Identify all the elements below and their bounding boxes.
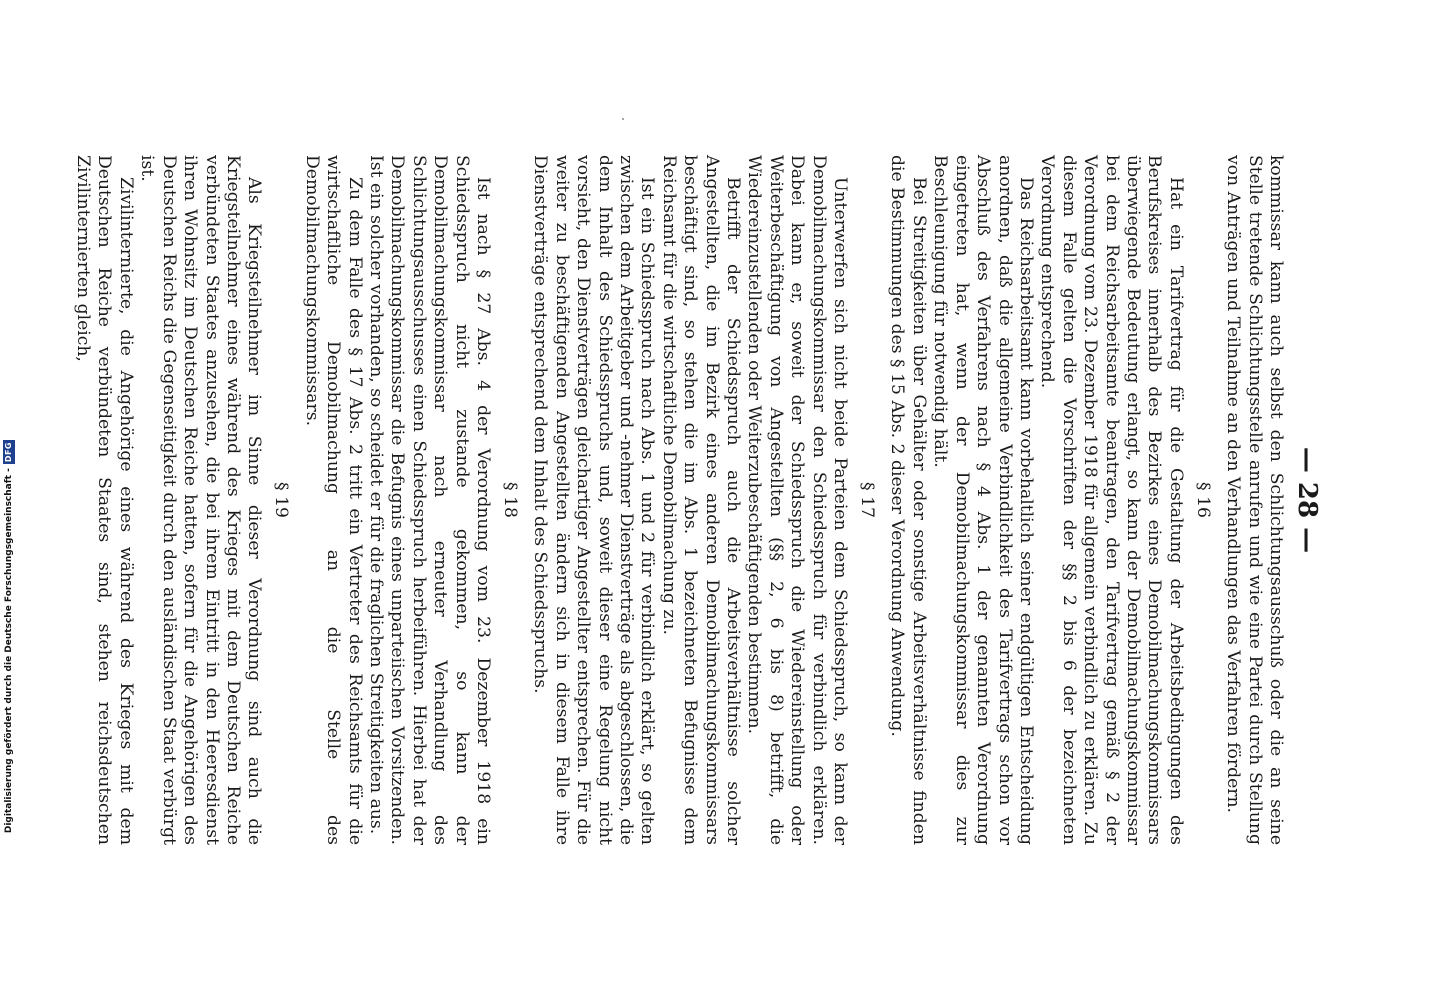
body-paragraph: Das Reichsarbeitsamt kann vorbehaltlich seiner endgültigen Entscheidung anordnen, daß die allgemeine Verbindlichkeit des Tarifvertrags schon vor Abschluß des Verfahrens nach § 4 Abs. 1 der genannten Verordnung eingetreten hat, wenn der Demobilmachungskommissar dies zur Beschleunigung für notwendig hält. — [930, 155, 1036, 845]
body-paragraph: Ist nach § 27 Abs. 4 der Verordnung vom 23. Dezember 1918 ein Schiedsspruch nicht zustande gekommen, so kann der Demobilmachungskommissar nach erneuter Verhandlung des Schlichtungsausschusses einen Schiedsspruch herbeiführen. Hierbei hat der Demobilmachungskommissar die Befugnis eines unparteiischen Vorsitzenden. Ist ein solcher vorhanden, so scheidet er für die fraglichen Streitigkeiten aus. — [365, 155, 493, 845]
page-body-text — [73, 155, 1286, 845]
body-paragraph: Zivilinternierte, die Angehörige eines während des Krieges mit dem Deutschen Reiche verbündeten Staates sind, stehen reichsdeutschen Zivilinternierten gleich, — [73, 155, 136, 845]
section-heading: § 17 — [857, 482, 878, 518]
digitization-credit-text: Digitalisierung gefördert durch die Deutsche Forschungsgemeinschaft - — [4, 468, 14, 834]
section-heading: § 18 — [500, 482, 520, 518]
section-heading: § 19 — [271, 482, 292, 518]
body-paragraph: kommissar kann auch selbst den Schlichtungsausschuß oder die an seine Stelle tretende Schlichtungsstelle anrufen und wie eine Partei durch Stellung von Anträgen und Teilnahme an den Verhandlungen das Verfahren fördern. — [1223, 155, 1286, 845]
dfg-logo: DFG — [4, 442, 13, 463]
body-paragraph: Zu dem Falle des § 17 Abs. 2 tritt ein Vertreter des Reichsamts für die wirtschaftliche Demobilmachung an die Stelle des Demobilmachungskommissars. — [301, 155, 365, 845]
digitization-credit — [2, 440, 16, 1000]
body-paragraph: Ist ein Schiedsspruch nach Abs. 1 und 2 für verbindlich erklärt, so gelten zwischen dem Arbeitgeber und -nehmer Dienstverträge als abgeschlossen, die dem Inhalt des Schiedsspruchs und, soweit dieser eine Regelung nicht vorsieht, den Dienstverträgen gleichartiger Angestellter entsprechen. Für die weiter zu beschäftigenden Angestellten ändern sich in diesem Falle ihre Dienstverträge entsprechend dem Inhalt des Schiedsspruchs. — [530, 155, 658, 845]
body-paragraph: Hat ein Tarifvertrag für die Gestaltung der Arbeitsbedingungen des Berufskreises innerhalb des Bezirkes eines Demobilmachungskommissars überwiegende Bedeutung erlangt, so kann der Demobilmachungskommissar bei dem Reichsarbeitsamte beantragen, den Tarifvertrag gemäß § 2 der Verordnung vom 23. Dezember 1918 für allgemein verbindlich zu erklären. Zu diesem Falle gelten die Vorschriften der §§ 2 bis 6 der bezeichneten Verordnung entsprechend. — [1037, 155, 1186, 845]
page-number: — 28 — — [1292, 446, 1322, 554]
section-heading: § 16 — [1192, 482, 1213, 518]
body-paragraph: Bei Streitigkeiten über Gehälter oder sonstige Arbeitsverhältnisse finden die Bestimmungen des § 15 Abs. 2 dieser Verordnung Anwendung. — [887, 155, 929, 845]
body-paragraph: Als Kriegsteilnehmer im Sinne dieser Verordnung sind auch die Kriegsteilnehmer eines während des Krieges mit dem Deutschen Reiche verbündeten Staates anzusehen, die bei ihrem Eintritt in den Heeresdienst ihren Wohnsitz im Deutschen Reiche hatten, sofern für die Angehörigen des Deutschen Reichs die Gegenseitigkeit durch den ausländischen Staat verbürgt ist. — [137, 155, 265, 845]
body-paragraph: Betrifft der Schiedsspruch auch die Arbeitsverhältnisse solcher Angestellten, die im Bezirk eines anderen Demobilmachungskommissars beschäftigt sind, so stehen die im Abs. 1 bezeichneten Befugnisse dem Reichsamt für die wirtschaftliche Demobilmachung zu. — [658, 155, 744, 845]
body-paragraph: Unterwerfen sich nicht beide Parteien dem Schiedsspruch, so kann der Demobilmachungskommissar den Schiedsspruch für verbindlich erklären. Dabei kann er, soweit der Schiedsspruch die Wiedereinstellung oder Weiterbeschäftigung von Angestellten (§§ 2, 6 bis 8) betrifft, die Wiedereinzustellenden oder Weiterzubeschäftigenden bestimmen. — [744, 155, 851, 845]
